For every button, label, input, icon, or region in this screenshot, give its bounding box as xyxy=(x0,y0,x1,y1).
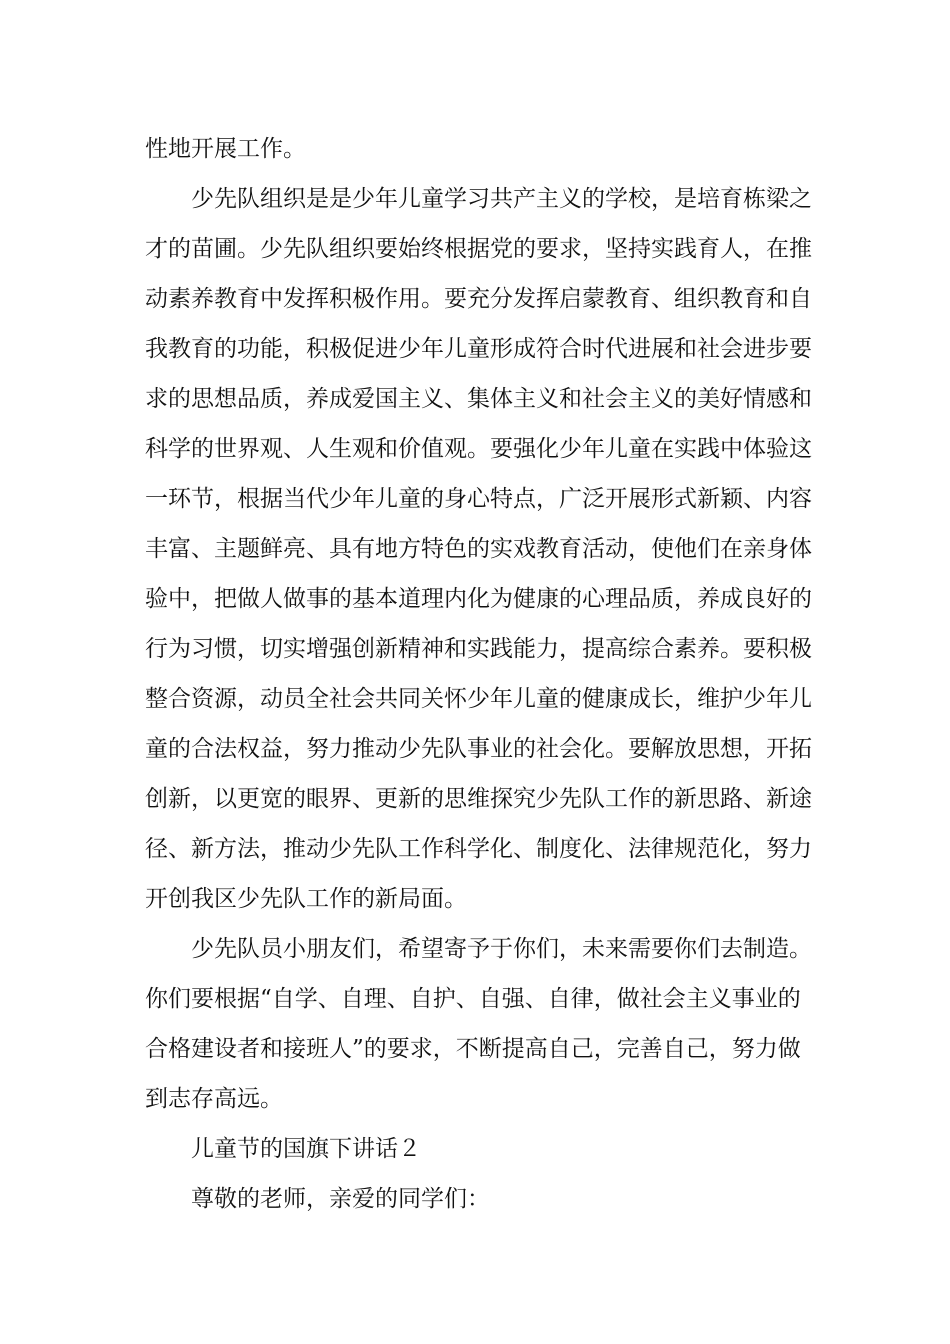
text-line: 合格建设者和接班人”的要求，不断提高自己，完善自己，努力做 xyxy=(145,1036,801,1062)
text-line: 验中，把做人做事的基本道理内化为健康的心理品质，养成良好的 xyxy=(145,586,812,612)
text-line: 开创我区少先队工作的新局面。 xyxy=(145,886,467,912)
text-line: 求的思想品质，养成爱国主义、集体主义和社会主义的美好情感和 xyxy=(145,386,812,412)
section-heading: 儿童节的国旗下讲话２ xyxy=(191,1136,421,1162)
text-line: 科学的世界观、人生观和价值观。要强化少年儿童在实践中体验这 xyxy=(145,436,812,462)
text-line: 才的苗圃。少先队组织要始终根据党的要求，坚持实践育人，在推 xyxy=(145,236,812,262)
text-line: 你们要根据“自学、自理、自护、自强、自律，做社会主义事业的 xyxy=(145,986,801,1012)
salutation: 尊敬的老师，亲爱的同学们： xyxy=(191,1186,490,1212)
text-line: 径、新方法，推动少先队工作科学化、制度化、法律规范化，努力 xyxy=(145,836,812,862)
text-line: 童的合法权益，努力推动少先队事业的社会化。要解放思想，开拓 xyxy=(145,736,812,762)
text-line: 一环节，根据当代少年儿童的身心特点，广泛开展形式新颖、内容 xyxy=(145,486,812,512)
text-line: 到志存高远。 xyxy=(145,1086,283,1112)
paragraph-start: 少先队员小朋友们，希望寄予于你们，未来需要你们去制造。 xyxy=(191,936,812,962)
text-line: 动素养教育中发挥积极作用。要充分发挥启蒙教育、组织教育和自 xyxy=(145,286,812,312)
text-line: 行为习惯，切实增强创新精神和实践能力，提高综合素养。要积极 xyxy=(145,636,812,662)
text-line: 性地开展工作。 xyxy=(145,136,306,162)
text-line: 丰富、主题鲜亮、具有地方特色的实戏教育活动，使他们在亲身体 xyxy=(145,536,812,562)
text-line: 整合资源，动员全社会共同关怀少年儿童的健康成长，维护少年儿 xyxy=(145,686,812,712)
paragraph-start: 少先队组织是是少年儿童学习共产主义的学校，是培育栋梁之 xyxy=(191,186,812,212)
text-line: 我教育的功能，积极促进少年儿童形成符合时代进展和社会进步要 xyxy=(145,336,812,362)
text-line: 创新，以更宽的眼界、更新的思维探究少先队工作的新思路、新途 xyxy=(145,786,812,812)
